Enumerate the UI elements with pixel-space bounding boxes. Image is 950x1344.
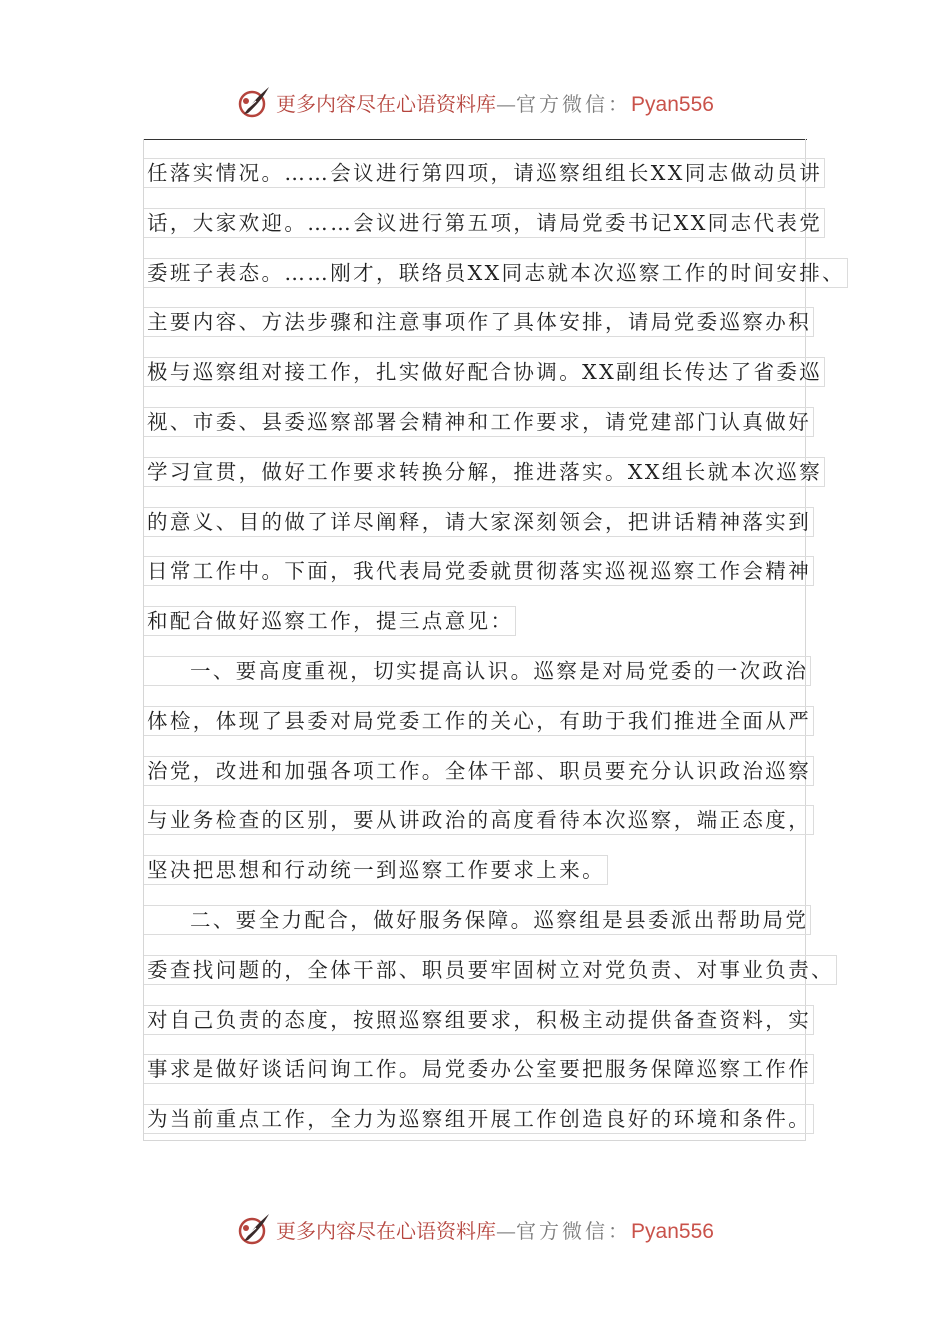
- paragraph-first-line: 一、要高度重视，切实提高认识。巡察是对局党委的一次政治: [144, 646, 844, 696]
- text-line: 极与巡察组对接工作，扎实做好配合协调。XX副组长传达了省委巡: [144, 347, 844, 397]
- text-line: 事求是做好谈话问询工作。局党委办公室要把服务保障巡察工作作: [144, 1044, 844, 1094]
- text-line: 和配合做好巡察工作，提三点意见：: [144, 596, 844, 646]
- text-line: 为当前重点工作，全力为巡察组开展工作创造良好的环境和条件。: [144, 1094, 844, 1144]
- text-line: 话，大家欢迎。……会议进行第五项，请局党委书记XX同志代表党: [144, 198, 844, 248]
- header-banner-text: [276, 88, 714, 117]
- footer-banner: [0, 1209, 950, 1249]
- header-banner-wechat: Pyan556: [631, 92, 714, 116]
- footer-banner-separator: —: [496, 1218, 517, 1243]
- text-line: 体检，体现了县委对局党委工作的关心，有助于我们推进全面从严: [144, 696, 844, 746]
- text-line: 委班子表态。……刚才，联络员XX同志就本次巡察工作的时间安排、: [144, 248, 844, 298]
- text-line: 学习宣贯，做好工作要求转换分解，推进落实。XX组长就本次巡察: [144, 447, 844, 497]
- text-line: 主要内容、方法步骤和注意事项作了具体安排，请局党委巡察办积: [144, 297, 844, 347]
- quill-pen-logo-icon: [236, 84, 272, 120]
- text-line: 任落实情况。……会议进行第四项，请巡察组组长XX同志做动员讲: [144, 148, 844, 198]
- header-banner-main: 更多内容尽在心语资料库: [276, 91, 497, 116]
- text-line: 委查找问题的，全体干部、职员要牢固树立对党负责、对事业负责、: [144, 945, 844, 995]
- text-line: 治党，改进和加强各项工作。全体干部、职员要充分认识政治巡察: [144, 746, 844, 796]
- text-line: 对自己负责的态度，按照巡察组要求，积极主动提供备查资料，实: [144, 995, 844, 1045]
- footer-banner-text: [276, 1215, 714, 1244]
- footer-banner-main: 更多内容尽在心语资料库: [276, 1218, 497, 1243]
- header-banner: [0, 82, 950, 122]
- header-banner-official: 官方微信：: [516, 91, 632, 116]
- text-line: 的意义、目的做了详尽阐释，请大家深刻领会，把讲话精神落实到: [144, 497, 844, 547]
- footer-banner-wechat: Pyan556: [631, 1219, 714, 1243]
- quill-pen-logo-icon: [236, 1211, 272, 1247]
- text-line: 坚决把思想和行动统一到巡察工作要求上来。: [144, 845, 844, 895]
- footer-banner-official: 官方微信：: [516, 1218, 632, 1243]
- document-body: [144, 148, 844, 1144]
- paragraph-first-line: 二、要全力配合，做好服务保障。巡察组是县委派出帮助局党: [144, 895, 844, 945]
- text-line: 日常工作中。下面，我代表局党委就贯彻落实巡视巡察工作会精神: [144, 546, 844, 596]
- text-line: 视、市委、县委巡察部署会精神和工作要求，请党建部门认真做好: [144, 397, 844, 447]
- header-banner-separator: —: [496, 91, 517, 116]
- text-line: 与业务检查的区别，要从讲政治的高度看待本次巡察，端正态度，: [144, 795, 844, 845]
